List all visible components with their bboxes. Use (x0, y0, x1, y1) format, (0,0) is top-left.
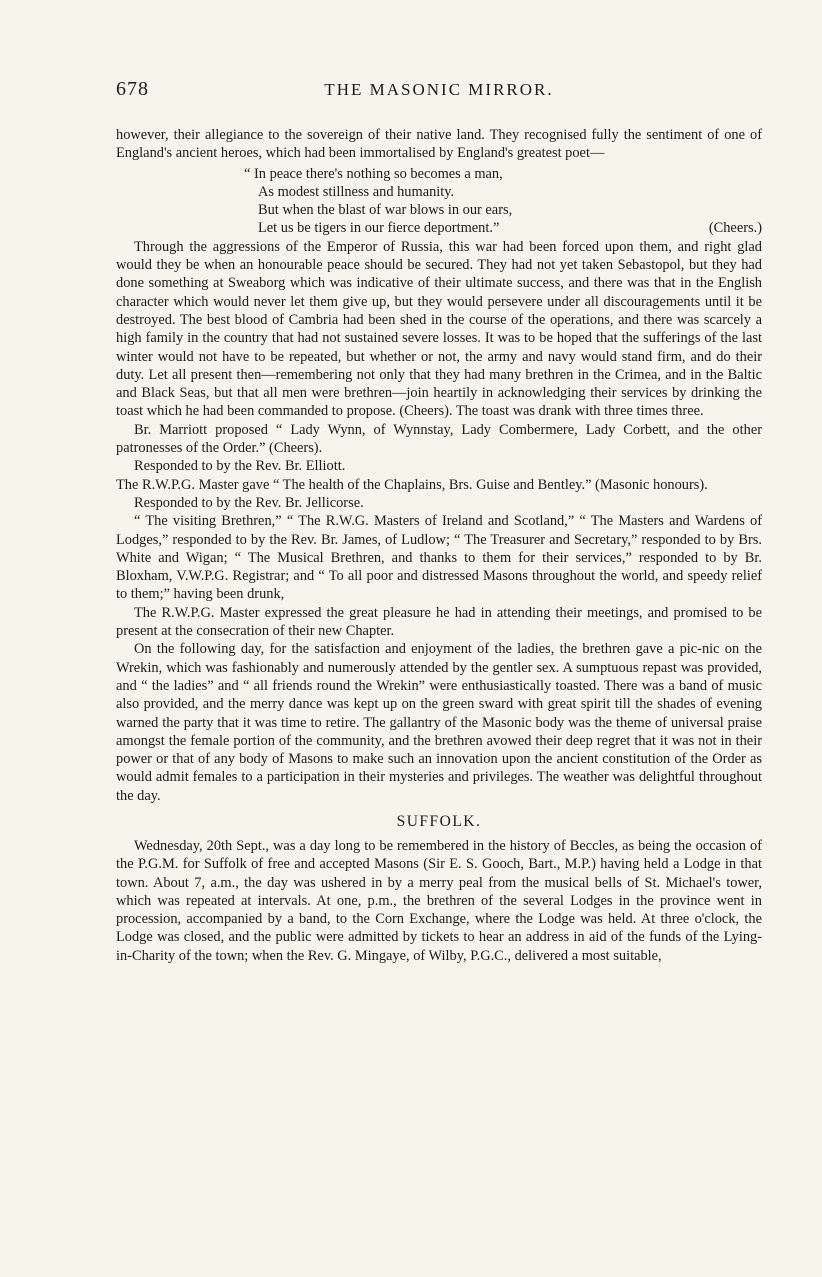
body-text (116, 126, 762, 965)
paragraph: Br. Marriott proposed “ Lady Wynn, of Wynnstay, Lady Combermere, Lady Corbett, and the other patronesses of the Order.” (Cheers). (116, 421, 762, 457)
running-title: THE MASONIC MIRROR. (324, 80, 554, 99)
page-header (116, 78, 762, 112)
verse-line: As modest stillness and humanity. (258, 183, 455, 200)
paragraph: Through the aggressions of the Emperor of Russia, this war had been forced upon them, and right glad would they be when an honourable peace should be secured. They had not yet taken Sebastopol, but they had done something at Sweaborg which was indicative of their ultimate success, and there was that in the English character which would never let them give up, but they would persevere under all discouragements until it be destroyed. The best blood of Cambria had been shed in the course of the operations, and there was scarcely a high family in the country that had not sustained severe losses. It was to be hoped that the sufferings of the last winter would not have to be repeated, but whether or not, the army and navy would stand firm, and do their duty. Let all present then—remembering not only that they had many brethren in the Crimea, and in the Baltic and Black Seas, but that all men were brethren—join heartily in acknowledging their services by drinking the toast which he had been commanded to propose. (Cheers). The toast was drank with three times three. (116, 238, 762, 420)
paragraph: The R.W.P.G. Master expressed the great pleasure he had in attending their meetings, and promised to be present at the consecration of their new Chapter. (116, 604, 762, 640)
paragraph: “ The visiting Brethren,” “ The R.W.G. Masters of Ireland and Scotland,” “ The Masters and Wardens of Lodges,” responded to by the Rev. Br. James, of Ludlow; “ The Treasurer and Secretary,” responded to by Brs. White and Wigan; “ The Musical Brethren, and thanks to them for their services,” responded to by Br. Bloxham, V.W.P.G. Registrar; and “ To all poor and distressed Masons throughout the world, and speedy relief to them;” having been drunk, (116, 513, 762, 603)
paragraph: On the following day, for the satisfaction and enjoyment of the ladies, the brethren gave a pic-nic on the Wrekin, which was fashionably and numerously attended by the gentler sex. A sumptuous repast was provided, and “ the ladies” and “ all friends round the Wrekin” were enthusiastically toasted. There was a band of music also provided, and the merry dance was kept up on the green sward with great spirit till the shades of evening warned the party that it was time to retire. The gallantry of the Masonic body was the theme of universal praise amongst the female portion of the community, and the brethren avowed their deep regret that it was not in their power or that of any body of Masons to make such an innovation upon the ancient constitution of the Order as would admit females to a participation in their mysteries and privileges. The weather was delightful throughout the day. (116, 641, 762, 804)
verse-line: “ In peace there's nothing so becomes a man, (244, 165, 503, 182)
paragraph: Responded to by the Rev. Br. Elliott. (134, 458, 346, 475)
verse-line: Let us be tigers in our fierce deportment.” (258, 220, 500, 237)
verse-quotation (116, 165, 762, 238)
verse-last-row (244, 219, 762, 237)
paragraph: The R.W.P.G. Master gave “ The health of the Chaplains, Brs. Guise and Bentley.” (Masonic honours). (116, 476, 708, 493)
opening-paragraph: however, their allegiance to the sovereign of their native land. They recognised fully the sentiment of one of England's ancient heroes, which had been immortalised by England's greatest poet— (116, 127, 762, 162)
suffolk-paragraph: Wednesday, 20th Sept., was a day long to be remembered in the history of Beccles, as being the occasion of the P.G.M. for Suffolk of free and accepted Masons (Sir E. S. Gooch, Bart., M.P.) having held a Lodge in that town. About 7, a.m., the day was ushered in by a merry peal from the musical bells of St. Michael's tower, which was repeated at intervals. At one, p.m., the brethren of the several Lodges in the province went in procession, accompanied by a band, to the Corn Exchange, where the Lodge was held. At three o'clock, the Lodge was closed, and the public were admitted by tickets to hear an address in aid of the funds of the Lying-in-Charity of the town; when the Rev. G. Mingaye, of Wilby, P.G.C., delivered a most suitable, (116, 837, 762, 964)
cheers-note: (Cheers.) (708, 220, 762, 237)
page-number: 678 (116, 78, 149, 100)
paragraph: Responded to by the Rev. Br. Jellicorse. (134, 494, 364, 511)
verse-line: But when the blast of war blows in our ears, (258, 202, 513, 219)
section-heading: SUFFOLK. (396, 812, 482, 830)
